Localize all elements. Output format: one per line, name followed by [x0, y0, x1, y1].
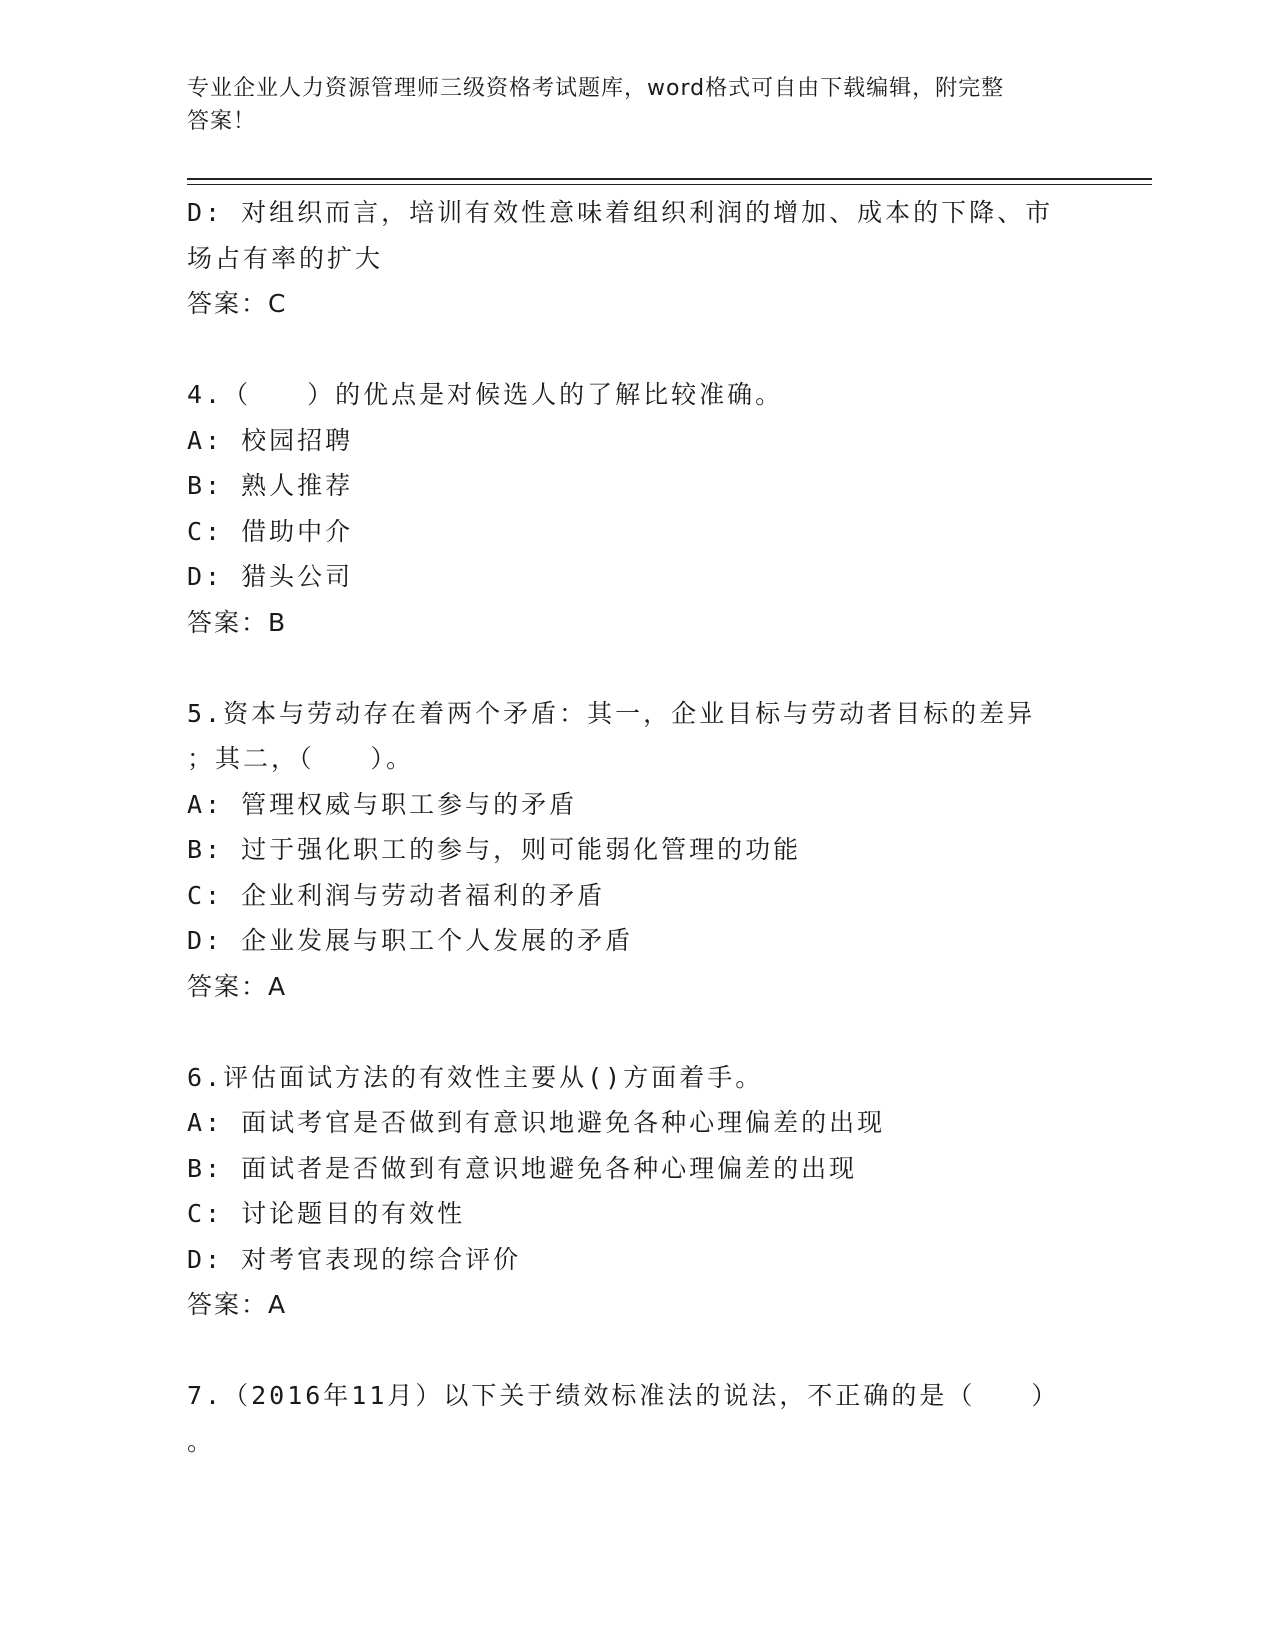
answer-label: 答案： — [187, 971, 269, 1001]
option-a: A: 校园招聘 — [187, 425, 354, 455]
option-b: B: 过于强化职工的参与，则可能弱化管理的功能 — [187, 835, 802, 864]
answer-value: C — [268, 289, 287, 318]
question-stem: 7.（2016年11月）以下关于绩效标准法的说法，不正确的是（ ） — [187, 1381, 1060, 1410]
question-7 — [187, 1373, 1087, 1464]
document-header — [187, 72, 1067, 138]
answer-value: A — [268, 1290, 287, 1319]
header-line-1: 专业企业人力资源管理师三级资格考试题库，word格式可自由下载编辑，附完整 — [187, 76, 1005, 101]
question-4 — [187, 372, 1087, 645]
option-a: A: 管理权威与职工参与的矛盾 — [187, 789, 578, 819]
question-5 — [187, 691, 1087, 1010]
option-c: C: 企业利润与劳动者福利的矛盾 — [187, 880, 606, 910]
question-list — [187, 190, 1087, 1464]
option-c: C: 讨论题目的有效性 — [187, 1199, 466, 1228]
option-d: D: 对考官表现的综合评价 — [187, 1244, 522, 1274]
answer-label: 答案： — [187, 289, 269, 318]
option-d: D: 企业发展与职工个人发展的矛盾 — [187, 926, 634, 955]
question-6 — [187, 1055, 1087, 1328]
answer-value: A — [268, 971, 287, 1001]
option-a: A: 面试考官是否做到有意识地避免各种心理偏差的出现 — [187, 1108, 886, 1137]
header-divider-thick — [187, 178, 1152, 180]
question-stem: 6.评估面试方法的有效性主要从()方面着手。 — [187, 1062, 764, 1092]
answer-value: B — [268, 607, 287, 637]
question-stem: 4.（ ）的优点是对候选人的了解比较准确。 — [187, 380, 784, 409]
option-c: C: 借助中介 — [187, 516, 354, 546]
option-d: D: 对组织而言，培训有效性意味着组织利润的增加、成本的下降、市 — [187, 198, 1054, 227]
answer-line — [187, 964, 1087, 1010]
question-stem-continued: 。 — [187, 1426, 216, 1456]
answer-line — [187, 1282, 1087, 1328]
question-stem: 5.资本与劳动存在着两个矛盾：其一，企业目标与劳动者目标的差异 — [187, 698, 1036, 728]
answer-line — [187, 281, 1087, 327]
answer-line — [187, 600, 1087, 646]
option-d: D: 猎头公司 — [187, 562, 354, 591]
option-b: B: 面试者是否做到有意识地避免各种心理偏差的出现 — [187, 1153, 858, 1183]
option-b: B: 熟人推荐 — [187, 471, 354, 500]
header-line-2: 答案！ — [187, 109, 257, 134]
answer-label: 答案： — [187, 1290, 269, 1319]
question-3-tail — [187, 190, 1087, 327]
option-d-continued: 场占有率的扩大 — [187, 243, 384, 273]
answer-label: 答案： — [187, 607, 269, 637]
header-divider-thin — [187, 184, 1152, 185]
question-stem-continued: ；其二，（ ）。 — [187, 744, 415, 773]
